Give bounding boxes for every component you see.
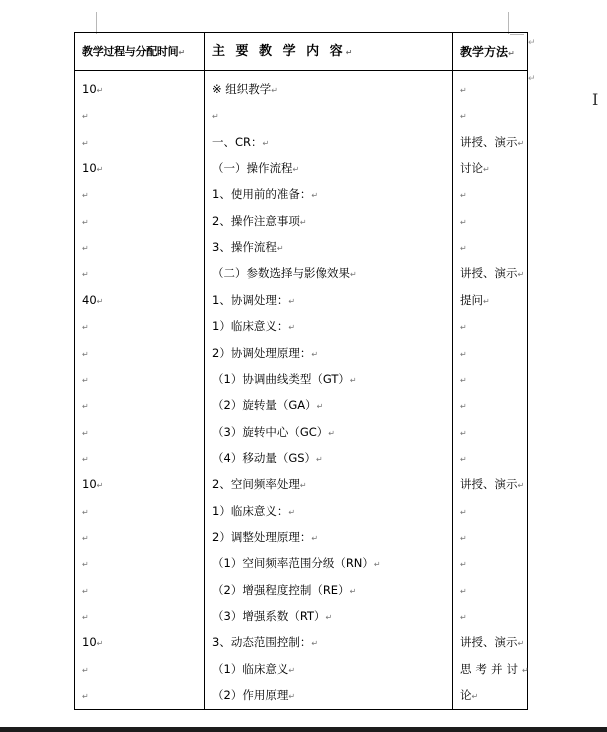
paragraph-mark: ↵ [82,217,89,227]
paragraph-mark: ↵ [460,244,467,254]
cell-text: 讲授、演示 [460,477,518,492]
paragraph-mark: ↵ [82,428,89,438]
table-row [75,630,528,656]
cell-time[interactable] [75,551,205,577]
cell-text: 2、空间频率处理 [212,477,300,492]
cell-content[interactable] [205,498,453,524]
paragraph-mark: ↵ [460,612,467,622]
table-row [75,472,528,498]
cell-text: 10 [82,161,97,176]
paragraph-mark: ↵ [299,217,307,227]
row-end-mark: ↵ [528,74,536,84]
table-row [75,287,528,313]
cell-method[interactable] [453,498,528,524]
paragraph-mark: ↵ [82,375,89,385]
cell-text: 3、动态范围控制： [212,635,312,650]
table-row [75,182,528,208]
paragraph-mark: ↵ [460,428,467,438]
cell-content[interactable] [205,156,453,182]
cell-time[interactable] [75,604,205,630]
crop-mark-right [508,12,509,34]
paragraph-mark: ↵ [96,296,104,306]
paragraph-mark: ↵ [460,586,467,596]
paragraph-mark: ↵ [460,560,467,570]
paragraph-mark: ↵ [288,691,296,701]
cell-text: 论 [460,687,472,702]
table-row [75,419,528,445]
cell-time[interactable] [75,208,205,234]
cell-time[interactable] [75,525,205,551]
table-row [75,445,528,471]
paragraph-mark: ↵ [460,191,467,201]
cell-method[interactable] [453,366,528,392]
cell-text: 讨论 [460,161,483,176]
paragraph-mark: ↵ [311,191,319,201]
paragraph-mark: ↵ [460,112,467,122]
header-time[interactable]: 教学过程与分配时间↵ [75,33,205,71]
cell-content[interactable] [205,182,453,208]
table-row [75,604,528,630]
paragraph-mark: ↵ [517,138,525,148]
header-content[interactable]: 主 要 教 学 内 容↵ [205,33,453,71]
paragraph-mark: ↵ [288,665,296,675]
paragraph-mark: ↵ [82,612,89,622]
cell-method[interactable] [453,156,528,182]
paragraph-mark: ↵ [262,138,270,148]
paragraph-mark: ↵ [460,454,467,464]
cell-text: （3）旋转中心（GC） [212,424,329,439]
table-header-row [75,33,528,71]
cell-method[interactable] [453,630,528,656]
paragraph-mark: ↵ [271,86,278,96]
paragraph-mark: ↵ [276,244,284,254]
cell-method[interactable] [453,551,528,577]
cell-text: 1、协调处理： [212,292,289,307]
paragraph-mark: ↵ [460,402,467,412]
cell-content[interactable] [205,577,453,603]
paragraph-mark: ↵ [82,560,89,570]
paragraph-mark: ↵ [82,323,89,333]
table-row [75,656,528,682]
cell-time[interactable] [75,366,205,392]
cell-text: （3）增强系数（RT） [212,608,326,623]
cell-text: （二）参数选择与影像效果 [212,266,350,281]
cell-time[interactable] [75,445,205,471]
cell-method[interactable] [453,71,528,104]
paragraph-mark: ↵ [522,665,533,675]
cell-text: 一、CR： [212,134,263,149]
cell-method[interactable] [453,577,528,603]
cell-time[interactable] [75,419,205,445]
paragraph-mark: ↵ [460,507,467,517]
cell-content[interactable] [205,129,453,155]
cell-text: 10 [82,477,97,492]
paragraph-mark: ↵ [96,86,104,96]
cell-content[interactable] [205,261,453,287]
paragraph-mark: ↵ [96,481,104,491]
cell-content[interactable] [205,103,453,129]
cell-text: （1）临床意义 [212,661,289,676]
cell-content[interactable] [205,208,453,234]
cell-text: 1）临床意义： [212,319,289,334]
cell-content[interactable] [205,472,453,498]
table-row [75,71,528,104]
paragraph-mark: ↵ [316,402,324,412]
cell-content[interactable] [205,604,453,630]
cell-text: （4）移动量（GS） [212,450,317,465]
paragraph-mark: ↵ [325,612,333,622]
lesson-plan-table [74,32,533,710]
cell-text: 讲授、演示 [460,134,518,149]
cell-text: 2）协调处理原理： [212,345,312,360]
cell-method[interactable] [453,472,528,498]
paragraph-mark: ↵ [373,560,381,570]
cell-time[interactable] [75,261,205,287]
cell-content[interactable] [205,445,453,471]
paragraph-mark: ↵ [82,191,89,201]
paragraph-mark: ↵ [82,138,89,148]
table-row [75,314,528,340]
paragraph-mark: ↵ [517,270,525,280]
paragraph-mark: ↵ [82,691,89,701]
cell-content[interactable] [205,525,453,551]
cell-content[interactable] [205,235,453,261]
paragraph-mark: ↵ [460,533,467,543]
cell-text: 3、操作流程 [212,240,277,255]
paragraph-mark: ↵ [82,507,89,517]
cell-method[interactable] [453,287,528,313]
table-row [75,103,528,129]
cell-content[interactable] [205,314,453,340]
cell-text: （1）协调曲线类型（GT） [212,371,350,386]
table-row [75,340,528,366]
cell-method[interactable] [453,314,528,340]
cell-method[interactable] [453,235,528,261]
cell-method[interactable] [453,103,528,129]
paragraph-mark: ↵ [311,533,319,543]
paragraph-mark: ↵ [517,639,525,649]
cell-text: （2）增强程度控制（RE） [212,582,350,597]
paragraph-mark: ↵ [288,323,296,333]
cell-content[interactable] [205,287,453,313]
table-row [75,208,528,234]
cell-time[interactable] [75,129,205,155]
table-body [75,71,533,710]
paragraph-mark: ↵ [483,296,490,306]
cell-time[interactable] [75,71,205,104]
cell-text: 10 [82,82,97,97]
paragraph-mark: ↵ [349,586,357,596]
cell-time[interactable] [75,156,205,182]
cell-text: 1、使用前的准备： [212,187,312,202]
paragraph-mark: ↵ [311,639,319,649]
paragraph-mark: ↵ [460,217,467,227]
table-row [75,577,528,603]
cell-text: （一）操作流程 [212,161,293,176]
cell-method[interactable] [453,419,528,445]
cell-time[interactable] [75,577,205,603]
paragraph-mark: ↵ [82,244,89,254]
cell-content[interactable] [205,551,453,577]
cell-time[interactable] [75,630,205,656]
paragraph-mark: ↵ [288,296,296,306]
paragraph-mark: ↵ [82,665,89,675]
cell-method[interactable] [453,208,528,234]
table-row [75,525,528,551]
cell-content[interactable] [205,340,453,366]
table-row [75,235,528,261]
paragraph-mark: ↵ [311,349,319,359]
cell-text: 40 [82,292,97,307]
cell-text: 2、操作注意事项 [212,213,300,228]
table-row [75,156,528,182]
cell-text: ※ 组织教学 [212,82,272,97]
cell-text: 10 [82,635,97,650]
paragraph-mark: ↵ [328,428,335,438]
paragraph-mark: ↵ [292,165,300,175]
paragraph-mark: ↵ [299,481,307,491]
text-cursor-icon: I [592,90,599,109]
paragraph-mark: ↵ [349,375,357,385]
row-end-mark: ↵ [528,38,536,48]
cell-method[interactable] [453,182,528,208]
cell-time[interactable] [75,287,205,313]
paragraph-mark: ↵ [350,270,357,280]
cell-time[interactable] [75,683,205,710]
paragraph-mark: ↵ [460,375,467,385]
cell-time[interactable] [75,656,205,682]
table-row [75,551,528,577]
cell-method[interactable] [453,525,528,551]
cell-method[interactable] [453,604,528,630]
cell-text: （1）空间频率范围分级（RN） [212,556,374,571]
cell-method[interactable] [453,261,528,287]
paragraph-mark: ↵ [460,86,467,96]
cell-method[interactable] [453,656,533,682]
cell-content[interactable] [205,630,453,656]
paragraph-mark: ↵ [82,533,89,543]
cell-time[interactable] [75,472,205,498]
table-row [75,498,528,524]
paragraph-mark: ↵ [82,112,89,122]
paragraph-mark: ↵ [82,270,89,280]
paragraph-mark: ↵ [483,165,490,175]
cell-text: 讲授、演示 [460,635,518,650]
cell-time[interactable] [75,235,205,261]
table-row [75,129,528,155]
cell-time[interactable] [75,314,205,340]
paragraph-mark: ↵ [460,349,467,359]
paragraph-mark: ↵ [517,481,525,491]
cell-text: （2）作用原理 [212,687,289,702]
table-row [75,366,528,392]
paragraph-mark: ↵ [460,323,467,333]
cell-text: 提问 [460,292,483,307]
paragraph-mark: ↵ [82,454,89,464]
cell-method[interactable] [453,340,528,366]
cell-method[interactable] [453,683,528,710]
cell-time[interactable] [75,103,205,129]
table-row [75,683,528,710]
cell-time[interactable] [75,340,205,366]
cell-time[interactable] [75,498,205,524]
table-row [75,393,528,419]
cell-time[interactable] [75,182,205,208]
paragraph-mark: ↵ [82,586,89,596]
cell-text: 思考并讨 [460,661,522,676]
cell-time[interactable] [75,393,205,419]
cell-content[interactable] [205,71,453,104]
cell-content[interactable] [205,683,453,710]
paragraph-mark: ↵ [212,112,219,122]
cell-method[interactable] [453,129,528,155]
paragraph-mark: ↵ [82,402,89,412]
cell-content[interactable] [205,656,453,682]
paragraph-mark: ↵ [96,165,104,175]
cell-text: 2）调整处理原理： [212,529,312,544]
crop-mark-left [96,12,97,34]
cell-content[interactable] [205,393,453,419]
paragraph-mark: ↵ [471,691,479,701]
paragraph-mark: ↵ [288,507,296,517]
paragraph-mark: ↵ [96,639,104,649]
window-bottom-edge [0,727,607,732]
paragraph-mark: ↵ [82,349,89,359]
cell-text: 1）临床意义： [212,503,289,518]
table-row [75,261,528,287]
cell-method[interactable] [453,393,528,419]
cell-text: 讲授、演示 [460,266,518,281]
cell-content[interactable] [205,419,453,445]
paragraph-mark: ↵ [316,454,323,464]
cell-method[interactable] [453,445,528,471]
header-method[interactable]: 教学方法↵ [453,33,528,71]
cell-content[interactable] [205,366,453,392]
cell-text: （2）旋转量（GA） [212,398,317,413]
